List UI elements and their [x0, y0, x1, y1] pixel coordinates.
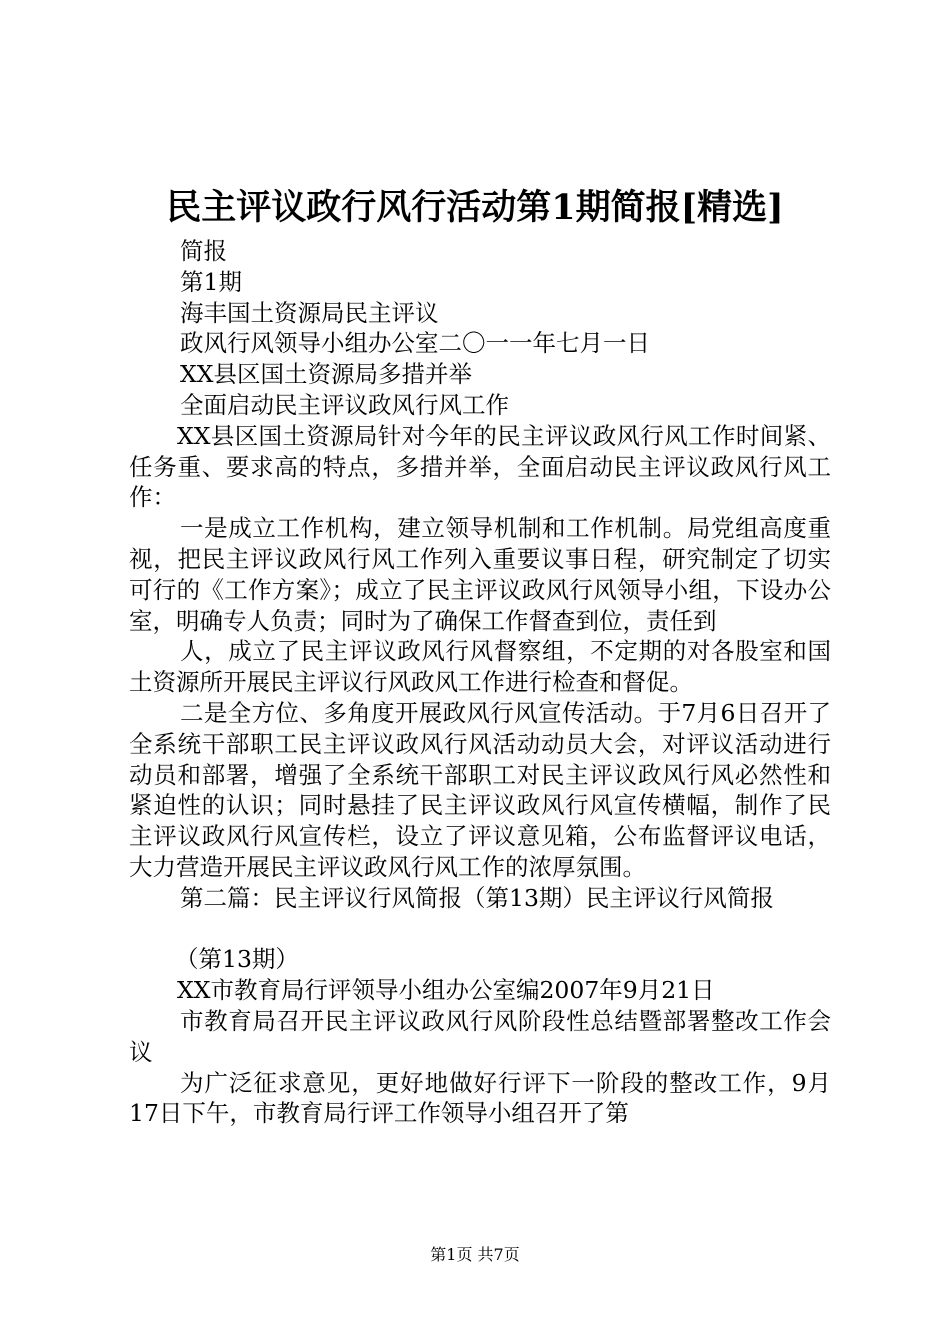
header-line-headline-2: 全面启动民主评议政风行风工作	[180, 390, 509, 419]
page-number-footer: 第1页 共7页	[430, 1245, 520, 1264]
document-title: 民主评议政行风行活动第1期简报[精选]	[166, 187, 784, 228]
paragraph-point-one-continued: 人，成立了民主评议政风行风督察组，不定期的对各股室和国土资源所开展民主评议行风政风工作进行检查和督促。	[129, 637, 831, 697]
second-paragraph-details: 为广泛征求意见，更好地做好行评下一阶段的整改工作，9月17日下午，市教育局行评工作领导小组召开了第	[129, 1068, 831, 1128]
paragraph-intro: XX县区国土资源局针对今年的民主评议政风行风工作时间紧、任务重、要求高的特点，多措并举，全面启动民主评议政风行风工作：	[129, 421, 831, 512]
header-line-issue: 第1期	[180, 267, 242, 296]
paragraph-point-two: 二是全方位、多角度开展政风行风宣传活动。于7月6日召开了全系统干部职工民主评议政风行风活动动员大会，对评议活动进行动员和部署，增强了全系统干部职工对民主评议政风行风必然性和紧迫性的认识；同时悬挂了民主评议政风行风宣传横幅，制作了民主评议政风行风宣传栏，设立了评议意见箱，公布监督评议电话，大力营造开展民主评议政风行风工作的浓厚氛围。	[129, 698, 831, 881]
header-line-bureau: 海丰国土资源局民主评议	[180, 298, 439, 327]
second-paragraph-meeting: 市教育局召开民主评议政风行风阶段性总结暨部署整改工作会议	[129, 1006, 831, 1066]
second-office-line: XX市教育局行评领导小组办公室编2007年9月21日	[177, 976, 715, 1005]
header-line-brief: 简报	[180, 237, 227, 265]
header-line-office-date: 政风行风领导小组办公室二〇一一年七月一日	[180, 329, 650, 358]
header-line-headline-1: XX县区国土资源局多措并举	[180, 360, 472, 389]
paragraph-point-one: 一是成立工作机构，建立领导机制和工作机制。局党组高度重视，把民主评议政风行风工作列入重要议事日程，研究制定了切实可行的《工作方案》；成立了民主评议政风行风领导小组，下设办公室，明确专人负责；同时为了确保工作督查到位，责任到	[129, 514, 831, 635]
blank-line	[129, 914, 831, 945]
paragraph-second-article-heading: 第二篇：民主评议行风简报（第13期）民主评议行风简报	[180, 883, 774, 912]
second-issue-line: （第13期）	[175, 945, 299, 974]
document-body	[129, 236, 831, 1129]
